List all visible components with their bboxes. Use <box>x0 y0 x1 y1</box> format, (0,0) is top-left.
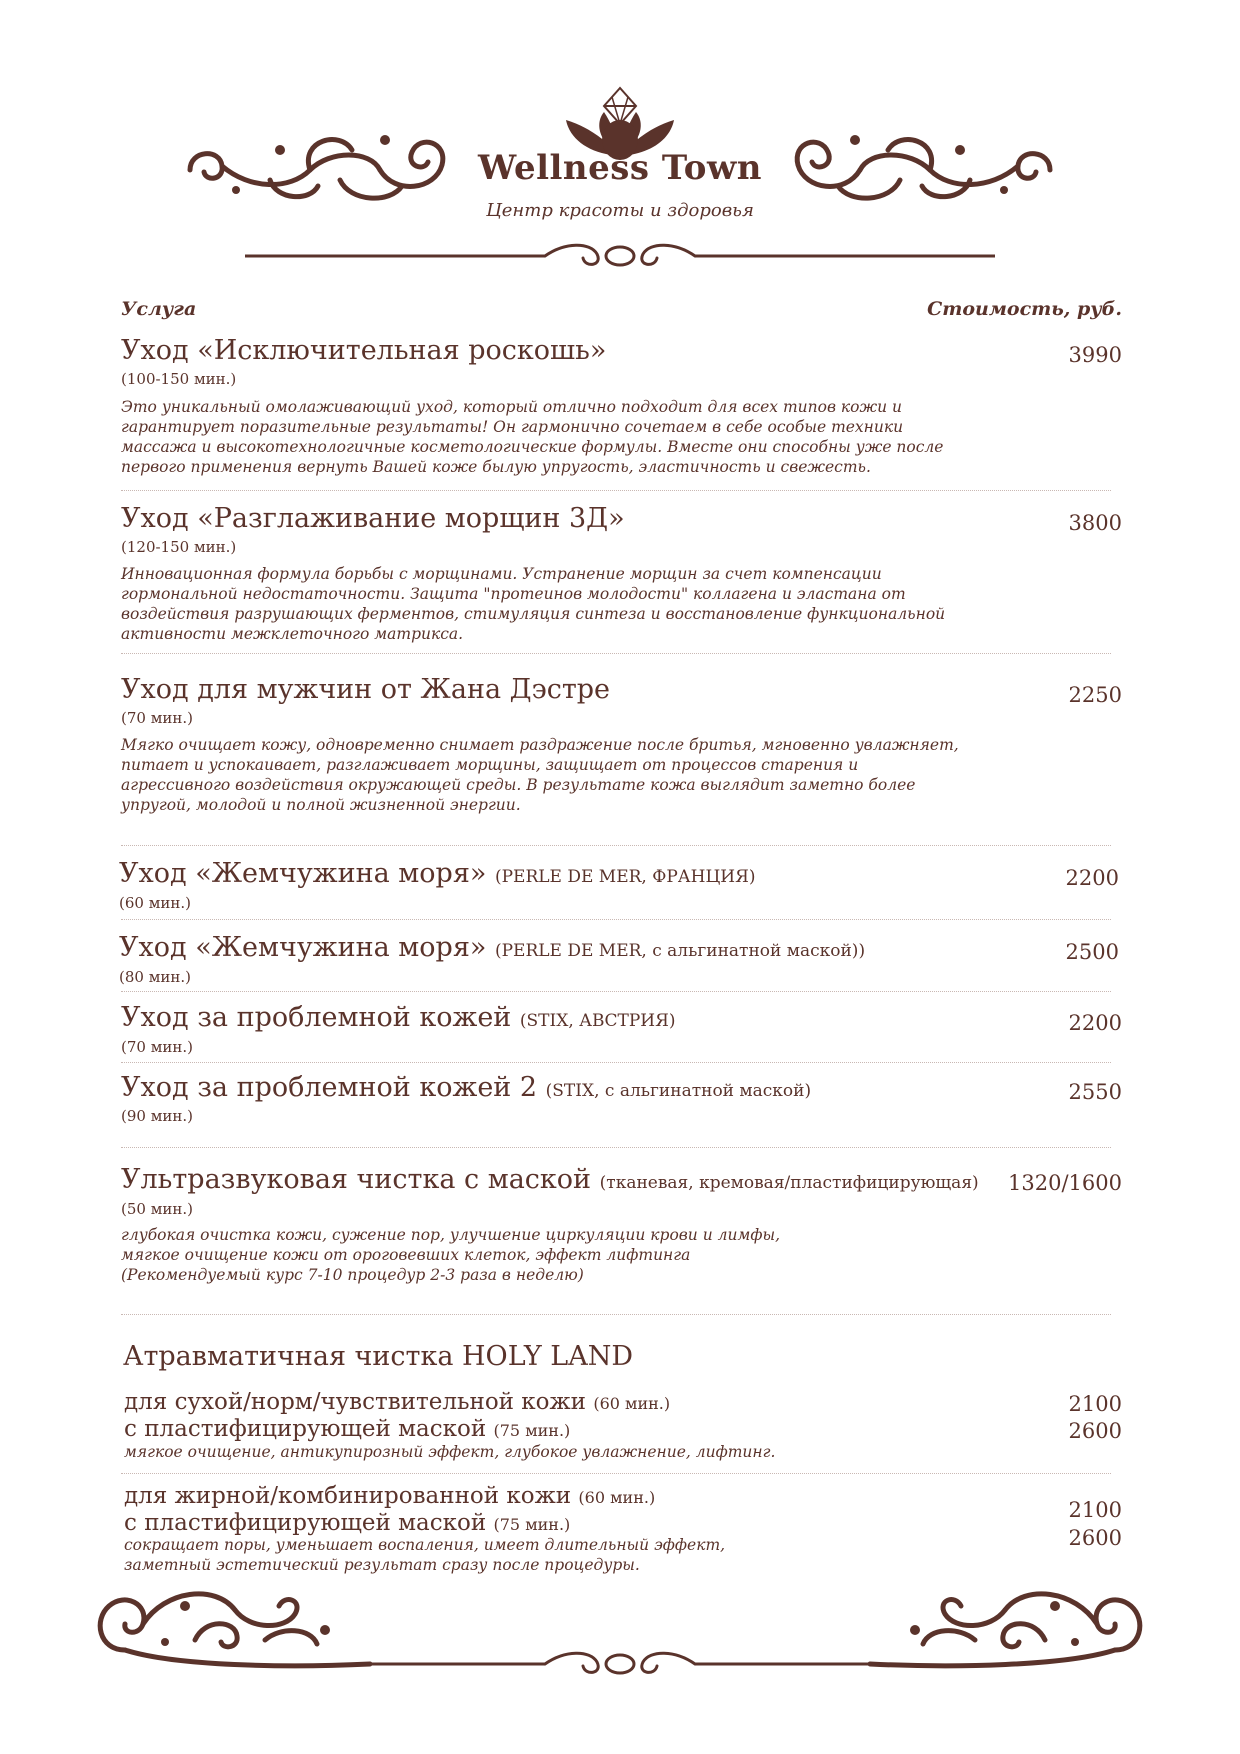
left-flourish-icon <box>180 120 465 210</box>
service-description: глубокая очистка кожи, сужение пор, улучшение циркуляции крови и лимфы, мягкое очищение кожи от ороговевших клеток, эффект лифтинга (Рекомендуемый курс 7-10 процедур 2-3 раза в неделю) <box>121 1226 781 1284</box>
service-duration: (70 мин.) <box>121 1038 193 1056</box>
separator <box>121 1314 1111 1315</box>
holy-land-line: для жирной/комбинированной кожи (60 мин.) <box>124 1483 656 1509</box>
service-duration: (80 мин.) <box>119 968 191 986</box>
holy-land-price: 2600 <box>1068 1526 1122 1550</box>
holy-land-price: 2100 <box>1068 1392 1122 1416</box>
service-duration: (50 мин.) <box>121 1200 193 1218</box>
service-title: Уход за проблемной кожей (STIX, АВСТРИЯ) <box>121 1002 676 1033</box>
footer-left-flourish-icon <box>85 1570 375 1680</box>
separator <box>121 991 1111 992</box>
duration-note: (60 мин.) <box>593 1394 671 1413</box>
footer-divider-icon <box>365 1648 875 1684</box>
duration-note: (75 мин.) <box>493 1421 571 1440</box>
service-price: 3800 <box>1068 511 1122 535</box>
service-price: 3990 <box>1068 343 1122 367</box>
service-note: (PERLE DE MER, с альгинатной маской)) <box>494 941 866 961</box>
holy-land-line: с пластифицирующей маской (75 мин.) <box>124 1510 571 1536</box>
service-price: 2250 <box>1068 683 1122 707</box>
service-title: Уход «Жемчужина моря» (PERLE DE MER, с альгинатной маской)) <box>119 932 866 963</box>
service-title: Уход «Жемчужина моря» (PERLE DE MER, ФРАНЦИЯ) <box>119 858 756 889</box>
holy-land-price: 2600 <box>1068 1419 1122 1443</box>
service-duration: (70 мин.) <box>121 709 193 727</box>
separator <box>121 919 1111 920</box>
service-description: Инновационная формула борьбы с морщинами. Устранение морщин за счет компенсации гормональной недостаточности. Защита "протеинов молодости" коллагена и эластана от воздействия разрушающих ферментов, стимуляция синтеза и восстановление функциональной активности межклеточного матрикса. <box>121 565 946 643</box>
header-divider-icon <box>245 238 995 274</box>
service-title: Ультразвуковая чистка с маской (тканевая, кремовая/пластифицирующая) <box>121 1164 979 1195</box>
separator <box>121 1473 1111 1474</box>
service-price: 1320/1600 <box>1008 1171 1122 1195</box>
holy-land-line: для сухой/норм/чувствительной кожи (60 мин.) <box>124 1389 671 1415</box>
service-note: (STIX, с альгинатной маской) <box>545 1081 812 1101</box>
service-duration: (90 мин.) <box>121 1107 193 1125</box>
footer-right-flourish-icon <box>865 1570 1155 1680</box>
separator <box>121 490 1111 491</box>
service-note: (STIX, АВСТРИЯ) <box>519 1011 676 1031</box>
service-duration: (100-150 мин.) <box>121 370 237 388</box>
service-duration: (120-150 мин.) <box>121 538 237 556</box>
service-description: Мягко очищает кожу, одновременно снимает раздражение после бритья, мгновенно увлажняет, питает и успокаивает, разглаживает морщины, защищает от процессов старения и агрессивного воздействия окружающей среды. В результате кожа выглядит заметно более упругой, молодой и полной жизненной энергии. <box>121 736 959 814</box>
holy-land-line: с пластифицирующей маской (75 мин.) <box>124 1416 571 1442</box>
service-price: 2200 <box>1065 866 1119 890</box>
section-title: Атравматичная чистка HOLY LAND <box>123 1341 634 1372</box>
duration-note: (75 мин.) <box>493 1515 571 1534</box>
brand-tagline: Центр красоты и здоровья <box>486 200 754 221</box>
service-title: Уход за проблемной кожей 2 (STIX, с альгинатной маской) <box>121 1072 812 1103</box>
price-column-header: Стоимость, руб. <box>927 298 1122 320</box>
service-title: Уход для мужчин от Жана Дэстре <box>121 674 611 705</box>
service-note: (PERLE DE MER, ФРАНЦИЯ) <box>494 867 756 887</box>
holy-land-description: мягкое очищение, антикупирозный эффект, глубокое увлажнение, лифтинг. <box>124 1443 776 1461</box>
service-description: Это уникальный омолаживающий уход, который отлично подходит для всех типов кожи и гарантирует поразительные результаты! Он гармонично сочетаем в себе особые техники массажа и высокотехнологичные косметологические формулы. Вместе они способны уже после первого применения вернуть Вашей коже былую упругость, эластичность и свежесть. <box>121 398 944 476</box>
service-price: 2550 <box>1068 1080 1122 1104</box>
service-price: 2500 <box>1065 940 1119 964</box>
service-duration: (60 мин.) <box>119 894 191 912</box>
holy-land-description: сокращает поры, уменьшает воспаления, имеет длительный эффект, заметный эстетический результат сразу после процедуры. <box>124 1536 726 1574</box>
service-column-header: Услуга <box>121 298 197 320</box>
service-title: Уход «Разглаживание морщин 3Д» <box>121 503 625 534</box>
separator <box>121 845 1111 846</box>
separator <box>121 653 1111 654</box>
brand-name: Wellness Town <box>478 148 762 188</box>
service-note: (тканевая, кремовая/пластифицирующая) <box>599 1173 979 1193</box>
service-title: Уход «Исключительная роскошь» <box>121 335 607 366</box>
service-price: 2200 <box>1068 1011 1122 1035</box>
holy-land-price: 2100 <box>1068 1498 1122 1522</box>
separator <box>121 1147 1111 1148</box>
right-flourish-icon <box>775 120 1060 210</box>
duration-note: (60 мин.) <box>578 1488 656 1507</box>
separator <box>121 1062 1111 1063</box>
